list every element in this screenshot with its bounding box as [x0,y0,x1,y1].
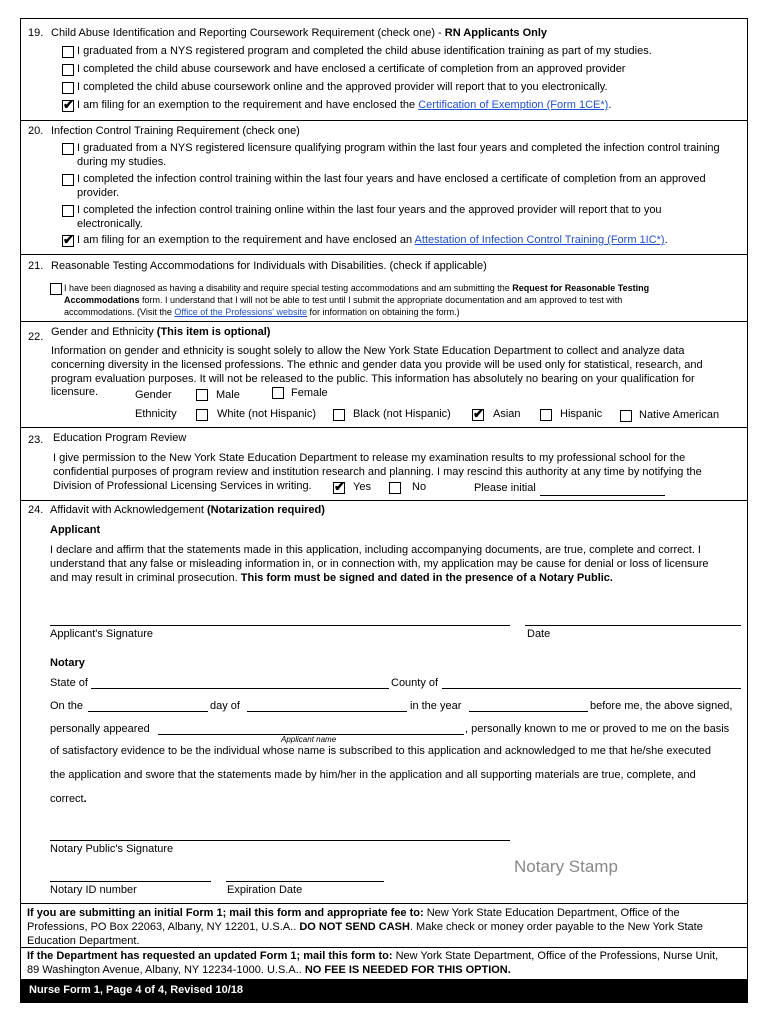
mail-updated-line-2: 89 Washington Avenue, Albany, NY 12234-1000. U.S.A.. NO FEE IS NEEDED FOR THIS OPTION. [27,964,511,976]
notary-stamp-placeholder: Notary Stamp [514,857,618,876]
personally-appeared-label: personally appeared [50,723,150,735]
q23-paragraph-line-1: I give permission to the New York State Education Department to release my examination results to my professional school for the [53,452,686,464]
q19-number: 19. [28,27,44,39]
q20-option-3-checkbox[interactable] [62,205,74,217]
expiration-date-label: Expiration Date [227,884,303,896]
q20-option-2-label: I completed the infection control training within the last four years and have enclosed a certificate of completion from an approved [77,173,706,185]
ethnicity-asian-checkbox[interactable] [472,406,484,421]
q20-option-3-label-cont: electronically. [77,218,143,230]
q21-line-3: accommodations. (Visit the Office of the Professions' website for information on obtaining the form.) [64,307,460,317]
q19-option-3-label: I completed the child abuse coursework online and the approved provider will report that to you electronically. [77,81,608,93]
q24-paragraph-line-2: understand that any false or misleading information in, or in connection with, my application may be cause for denial or loss of licensure [50,558,709,570]
q23-paragraph-line-3: Division of Professional Licensing Services in writing. [53,480,312,492]
mail-initial-line-2: Professions, PO Box 22063, Albany, NY 12201, U.S.A.. DO NOT SEND CASH. Make check or money order payable to the New York State [27,921,703,933]
q21-number: 21. [28,260,44,272]
applicant-signature-line[interactable] [50,625,510,626]
gender-label: Gender [135,389,172,401]
q20-option-4-label: I am filing for an exemption to the requirement and have enclosed an Attestation of Infection Control Training (Form 1IC*). [77,234,668,246]
q20-option-1-checkbox[interactable] [62,143,74,155]
applicant-signature-label: Applicant's Signature [50,628,153,640]
q24-title: Affidavit with Acknowledgement (Notarization required) [50,504,325,516]
checkmark-icon: ✔ [334,479,345,494]
ethnicity-hispanic-label: Hispanic [560,408,603,420]
day-input-line[interactable] [88,711,208,712]
q20-option-4-checkbox[interactable] [62,232,74,247]
gender-female-checkbox[interactable] [272,387,284,399]
form-footer: Nurse Form 1, Page 4 of 4, Revised 10/18 [21,979,747,1002]
date-label: Date [527,628,551,640]
expiration-date-line[interactable] [226,881,384,882]
checkmark-icon: ✔ [473,406,484,421]
notary-id-label: Notary ID number [50,884,137,896]
checkmark-icon: ✔ [63,97,74,112]
gender-male-label: Male [216,389,240,401]
divider [21,947,747,948]
notary-signature-line[interactable] [50,840,510,841]
q23-no-checkbox[interactable] [389,482,401,494]
certification-of-exemption-link[interactable]: Certification of Exemption (Form 1CE*) [418,99,609,111]
q21-line-1: I have been diagnosed as having a disability and require special testing accommodations and am submitting the Request for Reasonable Testing [64,283,650,293]
day-of-label: day of [210,700,240,712]
divider [21,120,747,121]
gender-male-checkbox[interactable] [196,389,208,401]
q22-title: Gender and Ethnicity (This item is optional) [51,326,271,338]
q22-paragraph-line-1: Information on gender and ethnicity is sought solely to allow the New York State Education Department to collect and analyze data [51,345,685,357]
q23-yes-label: Yes [353,481,371,493]
divider [21,427,747,428]
checkmark-icon: ✔ [63,232,74,247]
ethnicity-white-label: White (not Hispanic) [217,408,317,420]
q19-option-2-label: I completed the child abuse coursework and have enclosed a certificate of completion from an approved provider [77,63,626,75]
mail-initial-line-1: If you are submitting an initial Form 1; mail this form and appropriate fee to: New York State Education Department, Office of the [27,907,680,919]
divider [21,500,747,501]
q24-paragraph-line-1: I declare and affirm that the statements made in this application, including accompanying documents, are true, complete and correct. I [50,544,701,556]
notary-id-line[interactable] [50,881,211,882]
q23-number: 23. [28,434,44,446]
q22-number: 22. [28,331,44,343]
mail-initial-line-3: Education Department. [27,935,140,947]
q20-option-3-label: I completed the infection control training online within the last four years and the approved provider will report that to you [77,204,662,216]
county-input-line[interactable] [442,688,741,689]
q19-title: Child Abuse Identification and Reporting Coursework Requirement (check one) - RN Applicants Only [51,27,548,39]
q24-number: 24. [28,504,44,516]
swore-line: the application and swore that the statements made by him/her in the application and all supporting materials are true, complete, and [50,769,696,781]
q23-no-label: No [412,481,427,493]
q20-option-2-label-cont: provider. [77,187,120,199]
q23-title: Education Program Review [53,432,187,444]
mail-updated-line-1: If the Department has requested an updated Form 1; mail this form to: New York State Department, Office of the Professions, Nurse Unit, [27,950,719,962]
divider [21,903,747,904]
q23-paragraph-line-2: confidential purposes of program review and institution research and planning. I may rescind this authority at any time by notifying the [53,466,702,478]
q22-paragraph-line-3: program evaluation purposes. It will not be released to the public. This information has absolutely no bearing on your qualification for [51,373,695,385]
correct-line: correct. [50,793,87,805]
q24-paragraph-line-3: and may result in criminal prosecution. This form must be signed and dated in the presence of a Notary Public. [50,572,613,584]
before-me-label: before me, the above signed, [590,700,733,712]
applicant-name-caption: Applicant name [281,735,337,744]
notary-heading: Notary [50,657,85,669]
q20-title: Infection Control Training Requirement (check one) [51,125,300,137]
q19-option-3-checkbox[interactable] [62,82,74,94]
please-initial-label: Please initial [474,482,536,494]
q21-line-2: Accommodations form. I understand that I will not be able to test until I submit the appropriate documentation and am approved to test with [64,295,623,305]
q21-accommodation-checkbox[interactable] [50,283,62,295]
ethnicity-native-american-label: Native American [639,409,720,421]
ethnicity-hispanic-checkbox[interactable] [540,409,552,421]
q22-paragraph-line-2: concerning diversity in the licensed professions. The ethnic and gender data you provide will be used only for statistical, research, and [51,359,703,371]
ethnicity-white-checkbox[interactable] [196,409,208,421]
ethnicity-label: Ethnicity [135,408,177,420]
in-the-year-label: in the year [410,700,462,712]
year-input-line[interactable] [469,711,588,712]
personally-known-label: , personally known to me or proved to me on the basis [465,723,730,735]
county-of-label: County of [391,677,439,689]
q20-option-2-checkbox[interactable] [62,174,74,186]
q20-option-1-label-cont: during my studies. [77,156,167,168]
divider [21,321,747,322]
evidence-line: of satisfactory evidence to be the individual whose name is subscribed to this application and acknowledged to me that he/she executed [50,745,712,757]
ethnicity-asian-label: Asian [493,408,521,420]
divider [21,254,747,255]
attestation-infection-control-link[interactable]: Attestation of Infection Control Training (Form 1IC*) [414,234,665,246]
applicant-heading: Applicant [50,524,101,536]
q20-option-1-label: I graduated from a NYS registered licensure qualifying program within the last four years and completed the infection control training [77,142,720,154]
q19-option-4-checkbox[interactable] [62,97,74,112]
ethnicity-black-checkbox[interactable] [333,409,345,421]
ethnicity-black-label: Black (not Hispanic) [353,408,451,420]
q19-option-1-label: I graduated from a NYS registered program and completed the child abuse identification training as part of my studies. [77,45,652,57]
on-the-label: On the [50,700,84,712]
initial-input-line[interactable] [540,495,665,496]
q20-number: 20. [28,125,44,137]
q23-yes-checkbox[interactable] [333,479,345,494]
state-of-label: State of [50,677,88,689]
date-line[interactable] [525,625,741,626]
q22-paragraph-line-4: licensure. [51,386,99,398]
month-input-line[interactable] [247,711,407,712]
q19-option-1-checkbox[interactable] [62,46,74,58]
state-input-line[interactable] [91,688,389,689]
notary-signature-label: Notary Public's Signature [50,843,174,855]
q21-title: Reasonable Testing Accommodations for Individuals with Disabilities. (check if applicable) [51,260,487,272]
q19-option-4-label: I am filing for an exemption to the requirement and have enclosed the Certification of Exemption (Form 1CE*). [77,99,612,111]
ethnicity-native-american-checkbox[interactable] [620,410,632,422]
gender-female-label: Female [291,387,328,399]
office-of-professions-link[interactable]: Office of the Professions' website [174,307,308,317]
q19-option-2-checkbox[interactable] [62,64,74,76]
